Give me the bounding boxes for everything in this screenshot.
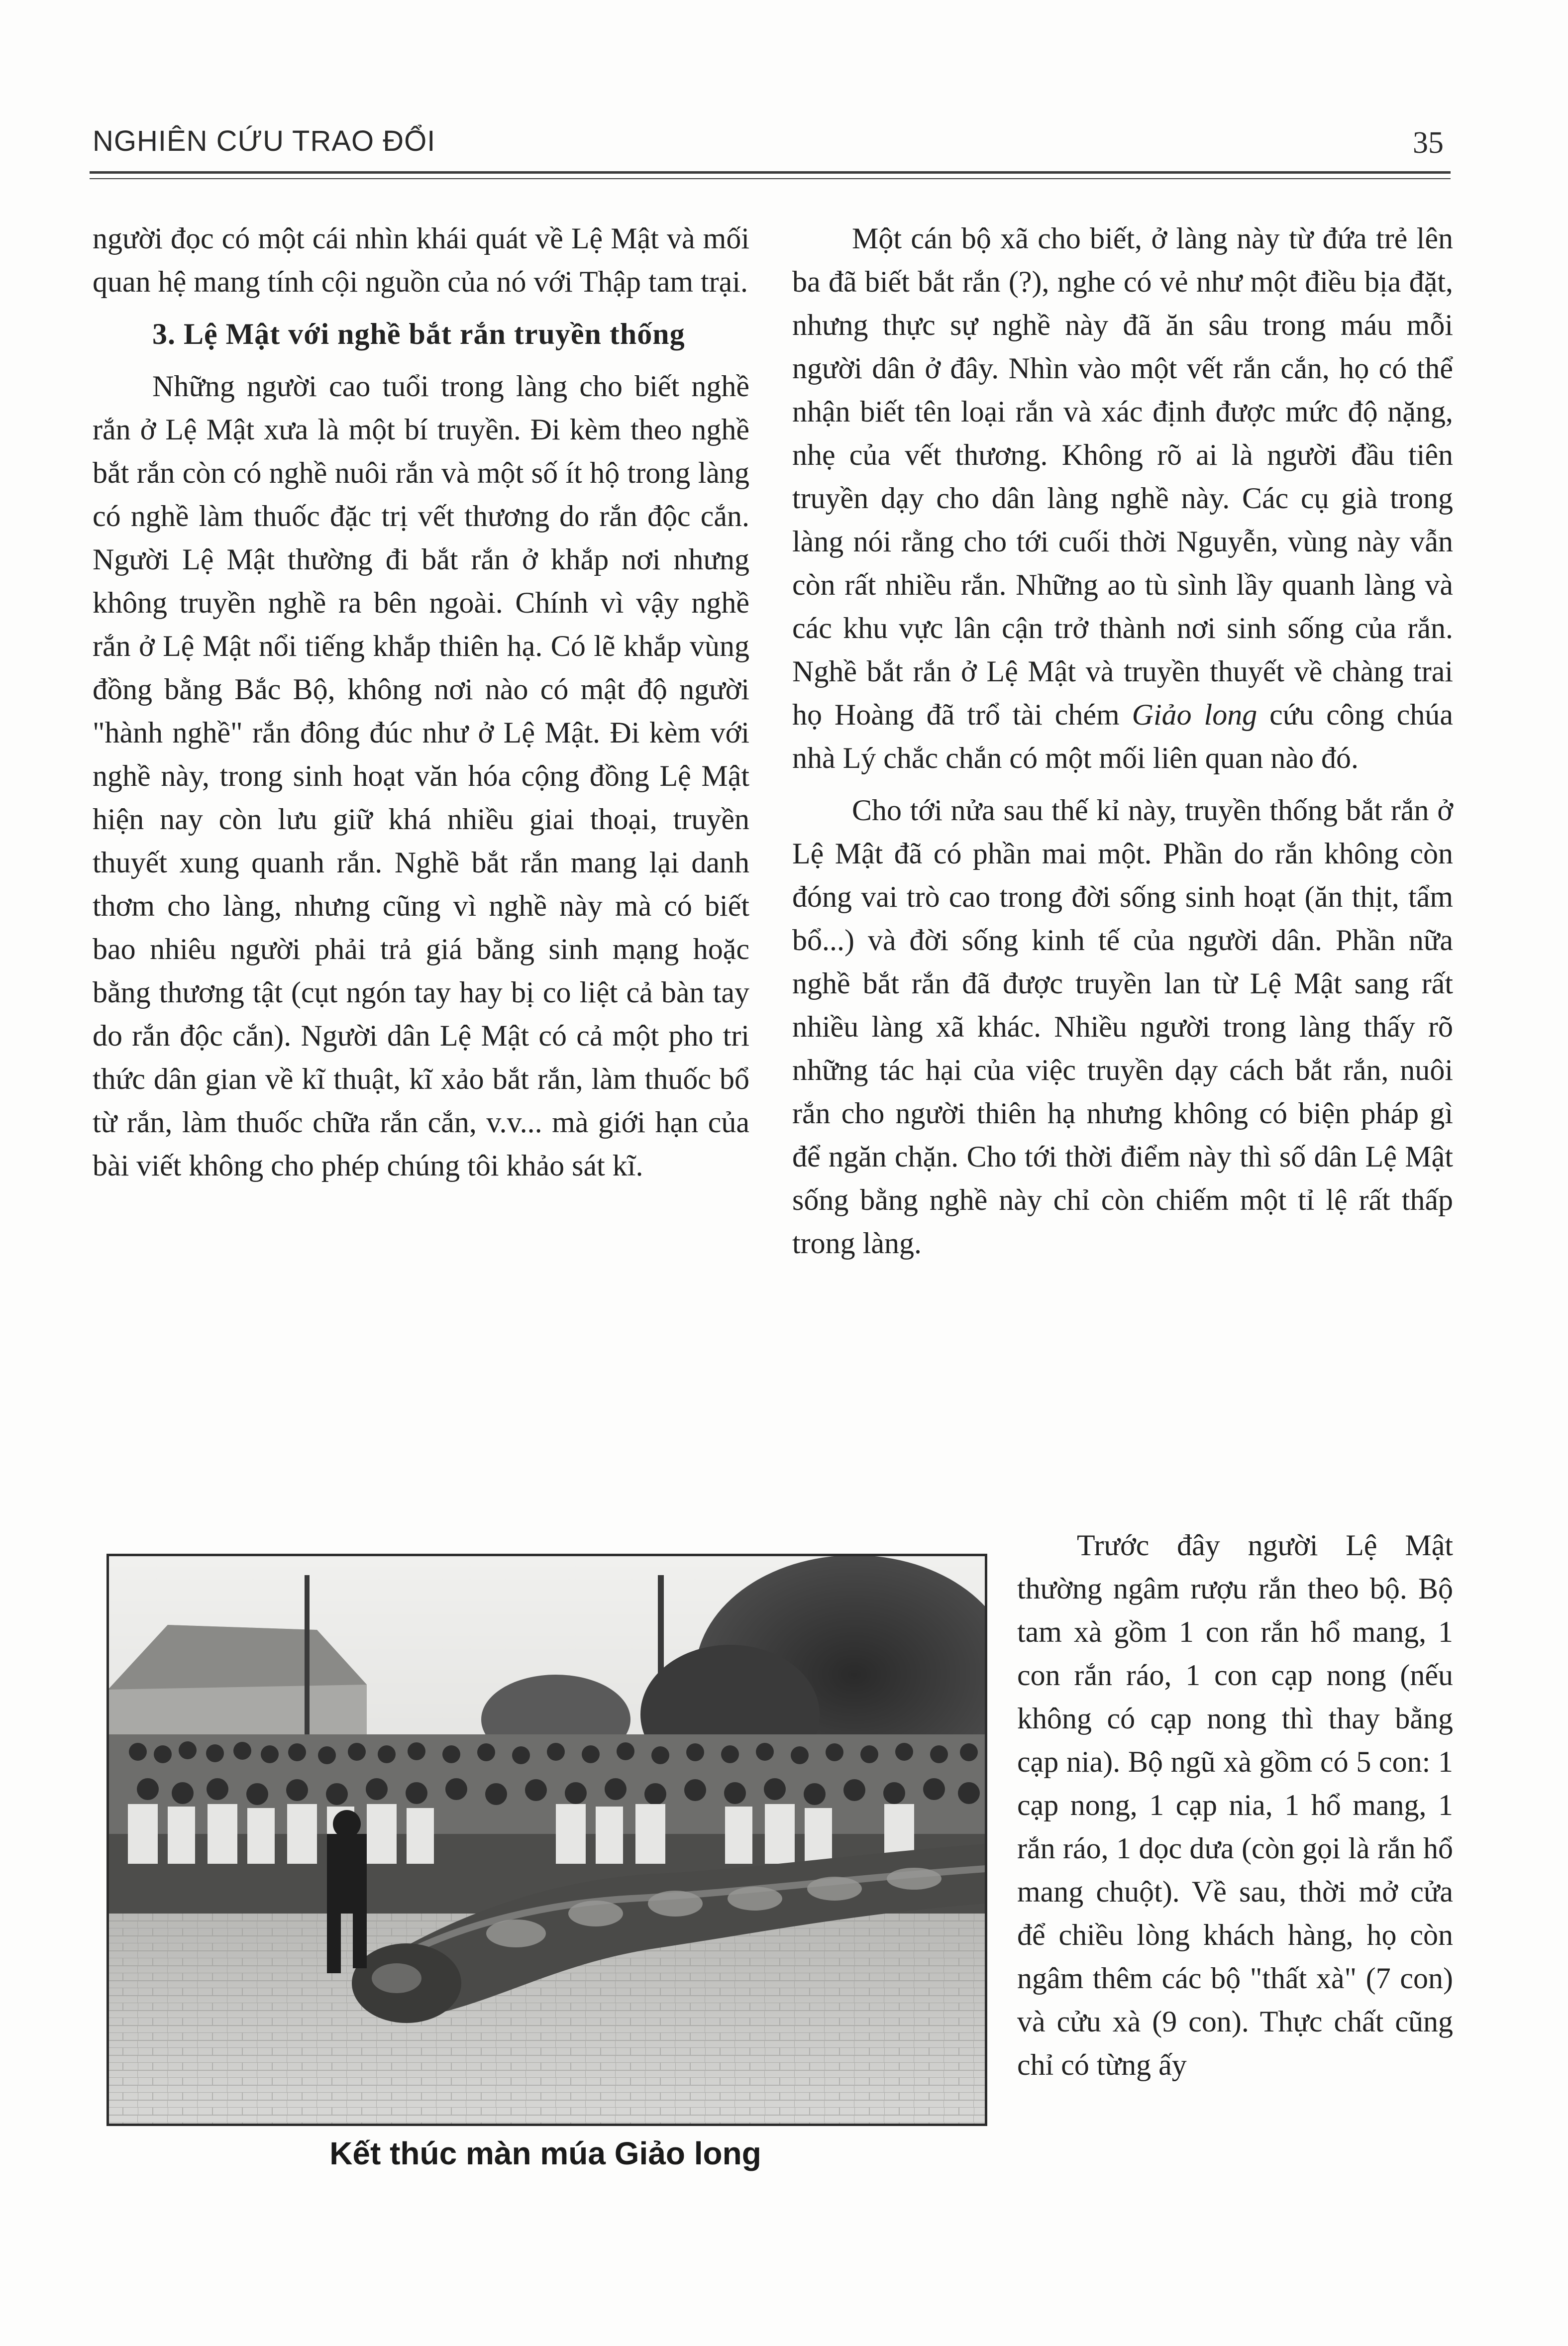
paragraph: người đọc có một cái nhìn khái quát về Lệ Mật và mối quan hệ mang tính cội nguồn của nó với Thập tam trại. [93,222,749,298]
page-number: 35 [1413,126,1444,160]
section-heading: 3. Lệ Mật với nghề bắt rắn truyền thống [152,318,685,350]
photo-dragon-dance [106,1554,987,2126]
paragraph-text: Một cán bộ xã cho biết, ở làng này từ đứa trẻ lên ba đã biết bắt rắn (?), nghe có vẻ như một điều bịa đặt, nhưng thực sự nghề này đã ăn sâu trong máu mỗi người dân ở đây. Nhìn vào một vết rắn cắn, họ có thể nhận biết tên loại rắn và xác định được mức độ nặng, nhẹ của vết thương. Không rõ ai là người đầu tiên truyền dạy cho dân làng nghề này. Các cụ già trong làng nói rằng cho tới cuối thời Nguyễn, vùng này vẫn còn rất nhiều rắn. Những ao tù sình lầy quanh làng và các khu vực lân cận trở thành nơi sinh sống của rắn. Nghề bắt rắn ở Lệ Mật và truyền thuyết về chàng trai họ Hoàng đã trổ tài chém [792,222,1453,731]
left-column [93,217,749,1187]
right-column [792,217,1453,1265]
header-rule [90,171,1451,174]
running-head: NGHIÊN CỨU TRAO ĐỔI [93,125,436,157]
paragraph [792,217,1453,780]
photo-image [108,1555,986,2125]
right-column-lower [1017,1524,1453,2087]
paragraph-text: cứu công chúa nhà Lý chắc chắn có một mối liên quan nào đó. [792,698,1453,774]
paragraph: Trước đây người Lệ Mật thường ngâm rượu rắn theo bộ. Bộ tam xà gồm 1 con rắn hổ mang, 1 con rắn ráo, 1 con cạp nong (nếu không có cạp nong thì thay bằng cạp nia). Bộ ngũ xà gồm có 5 con: 1 cạp nong, 1 cạp nia, 1 hổ mang, 1 rắn ráo, 1 dọc dưa (còn gọi là rắn hổ mang chuột). Về sau, thời mở cửa để chiều lòng khách hàng, họ còn ngâm thêm các bộ "thất xà" (7 con) và cửu xà (9 con). Thực chất cũng chỉ có từng ấy [1017,1529,1453,2081]
header-rule-thin [90,178,1451,179]
paragraph: Những người cao tuổi trong làng cho biết nghề rắn ở Lệ Mật xưa là một bí truyền. Đi kèm theo nghề bắt rắn còn có nghề nuôi rắn và một số ít hộ trong làng có nghề làm thuốc đặc trị vết thương do rắn độc cắn. Người Lệ Mật thường đi bắt rắn ở khắp nơi nhưng không truyền nghề ra bên ngoài. Chính vì vậy nghề rắn ở Lệ Mật nổi tiếng khắp thiên hạ. Có lẽ khắp vùng đồng bằng Bắc Bộ, không nơi nào có mật độ người "hành nghề" rắn đông đúc như ở Lệ Mật. Đi kèm với nghề này, trong sinh hoạt văn hóa cộng đồng Lệ Mật hiện nay còn lưu giữ khá nhiều giai thoại, truyền thuyết xung quanh rắn. Nghề bắt rắn mang lại danh thơm cho làng, nhưng cũng vì nghề này mà có biết bao nhiêu người phải trả giá bằng sinh mạng hoặc bằng thương tật (cụt ngón tay hay bị co liệt cả bàn tay do rắn độc cắn). Người dân Lệ Mật có cả một pho tri thức dân gian về kĩ thuật, kĩ xảo bắt rắn, làm thuốc bổ từ rắn, làm thuốc chữa rắn cắn, v.v... mà giới hạn của bài viết không cho phép chúng tôi khảo sát kĩ. [93,370,749,1182]
figure-caption: Kết thúc màn múa Giảo long [329,2135,761,2171]
paragraph: Cho tới nửa sau thế kỉ này, truyền thống bắt rắn ở Lệ Mật đã có phần mai một. Phần do rắn không còn đóng vai trò cao trong đời sống sinh hoạt (ăn thịt, tẩm bổ...) và đời sống kinh tế của người dân. Phần nữa nghề bắt rắn đã được truyền lan từ Lệ Mật sang rất nhiều làng xã khác. Nhiều người trong làng thấy rõ những tác hại của việc truyền dạy cách bắt rắn, nuôi rắn cho người thiên hạ nhưng không có biện pháp gì để ngăn chặn. Cho tới thời điểm này thì số dân Lệ Mật sống bằng nghề này chỉ còn chiếm một tỉ lệ rất thấp trong làng. [792,794,1453,1260]
italic-term: Giảo long [1132,698,1257,731]
